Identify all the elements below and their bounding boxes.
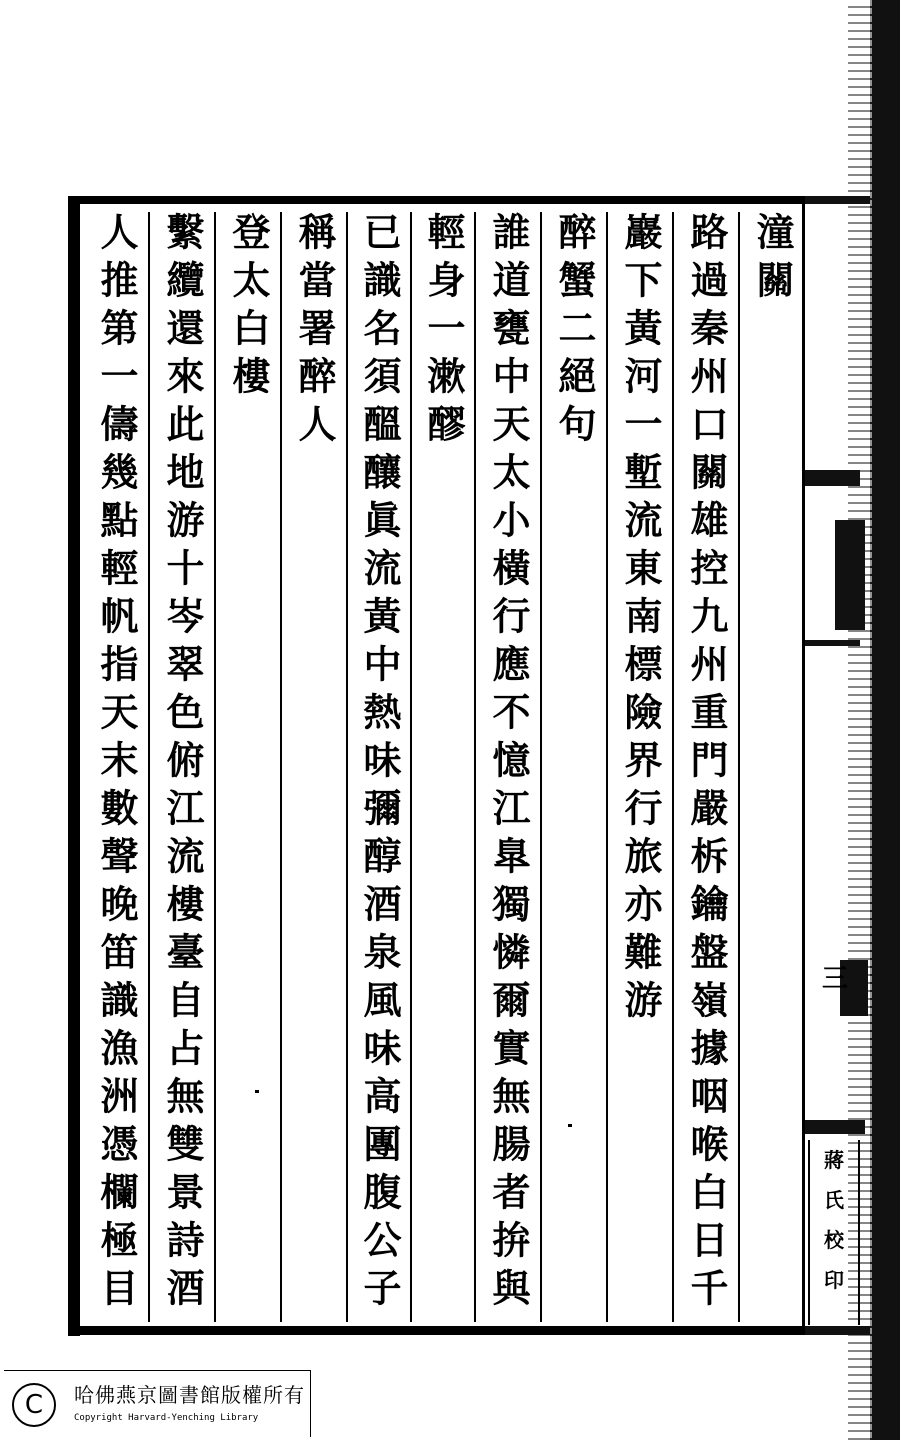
publisher-mark-char: 印 (824, 1268, 844, 1292)
column-text: 誰道甕中天太小橫行應不憶江臯獨憐爾實無腸者拚與 (486, 212, 531, 1316)
fish-tail-block (835, 520, 865, 630)
column-text: 稱當署醉人 (292, 212, 337, 452)
text-column (218, 212, 278, 1322)
column-text: 輕身一漱醪 (421, 212, 466, 452)
publisher-mark-char: 蔣 (824, 1148, 844, 1172)
column-rule (474, 212, 476, 1322)
text-column (610, 212, 670, 1322)
fish-tail-line (805, 640, 860, 646)
column-rule (606, 212, 608, 1322)
column-text: 登太白樓 (226, 212, 271, 404)
column-text: 醉蟹二絕句 (552, 212, 597, 452)
text-column (742, 212, 802, 1322)
text-column (152, 212, 212, 1322)
column-rule (214, 212, 216, 1322)
book-spine (870, 0, 900, 1440)
copyright-icon: C (12, 1383, 56, 1427)
fish-tail-lower (805, 1120, 865, 1134)
frame-right-border (802, 204, 805, 1326)
column-rule (280, 212, 282, 1322)
text-column (284, 212, 344, 1322)
text-column (86, 212, 146, 1322)
ink-speck (568, 1124, 572, 1127)
column-rule (148, 212, 150, 1322)
frame-bottom-border (78, 1326, 858, 1335)
leaf-number: 三 (822, 964, 849, 994)
margin-block-bottom (805, 1326, 870, 1335)
column-text: 路過秦州口關雄控九州重門嚴柝鑰盤嶺據咽喉白日千 (684, 212, 729, 1316)
fish-tail-upper (805, 470, 860, 486)
text-column (478, 212, 538, 1322)
column-rule (540, 212, 542, 1322)
frame-top-border (78, 196, 858, 204)
column-rule (738, 212, 740, 1322)
column-rule (672, 212, 674, 1322)
ink-speck (255, 1090, 259, 1093)
column-text: 潼關 (750, 212, 795, 308)
copyright-chinese: 哈佛燕京圖書館版權所有 (74, 1383, 305, 1407)
column-text: 巖下黃河一塹流東南標險界行旅亦難游 (618, 212, 663, 1028)
copyright-stamp (4, 1370, 311, 1437)
text-column (413, 212, 473, 1322)
text-column (676, 212, 736, 1322)
publisher-mark (808, 1140, 860, 1325)
column-text: 已識名須醞釀眞流黃中熱味彌醇酒泉風味高團腹公子 (357, 212, 402, 1316)
column-text: 繫纜還來此地游十岑翠色俯江流樓臺自占無雙景詩酒 (160, 212, 205, 1316)
text-column (544, 212, 604, 1322)
column-rule (346, 212, 348, 1322)
frame-left-border (68, 196, 80, 1336)
column-text: 人推第一儔幾點輕帆指天末數聲晚笛識漁洲憑欄極目 (94, 212, 139, 1316)
copyright-english: Copyright Harvard-Yenching Library (74, 1413, 259, 1423)
column-rule (410, 212, 412, 1322)
text-column (349, 212, 409, 1322)
margin-block-top (805, 196, 870, 204)
publisher-mark-char: 校 (824, 1228, 844, 1252)
publisher-mark-char: 氏 (824, 1188, 844, 1212)
